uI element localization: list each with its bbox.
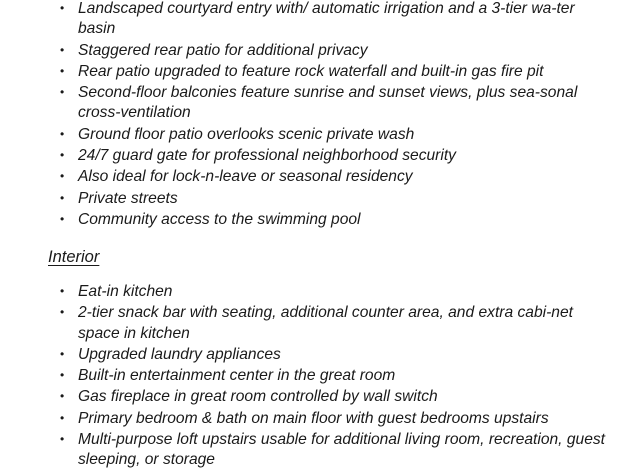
bullet-icon: • (60, 432, 65, 447)
list-item (60, 188, 608, 209)
bullet-icon: • (60, 169, 65, 184)
list-item-text: Ground floor patio overlooks scenic private wash (78, 125, 415, 143)
list-item (60, 124, 608, 145)
list-item (60, 145, 608, 166)
bullet-icon: • (60, 284, 65, 298)
bullet-icon: • (60, 85, 65, 100)
list-item-text: Community access to the swimming pool (78, 210, 361, 228)
list-item-text: Landscaped courtyard entry with/ automatic irrigation and a 3-tier wa-ter basin (78, 0, 575, 38)
bullet-icon: • (60, 389, 65, 404)
list-item (60, 429, 608, 471)
bullet-icon: • (60, 190, 65, 205)
list-item (60, 82, 608, 124)
list-item-text: Rear patio upgraded to feature rock waterfall and built-in gas fire pit (78, 62, 544, 80)
list-item-text: Second-floor balconies feature sunrise and sunset views, plus sea-sonal cross-ventilation (78, 84, 578, 122)
bullet-icon: • (60, 346, 65, 361)
list-item-text: Private streets (78, 189, 178, 207)
list-item (60, 209, 608, 230)
bullet-icon: • (60, 410, 65, 425)
list-item (60, 40, 608, 61)
bullet-icon: • (60, 42, 65, 57)
list-item (60, 61, 608, 82)
bullet-icon: • (60, 368, 65, 383)
exterior-feature-list (60, 0, 608, 230)
list-item-text: Primary bedroom & bath on main floor with guest bedrooms upstairs (78, 409, 549, 427)
list-item-text: Eat-in kitchen (78, 283, 173, 300)
list-item-text: Upgraded laundry appliances (78, 345, 281, 363)
list-item-text: Built-in entertainment center in the great room (78, 367, 396, 385)
list-item-text: 24/7 guard gate for professional neighborhood security (78, 147, 456, 165)
bullet-icon: • (60, 63, 65, 78)
bullet-icon: • (60, 126, 65, 141)
section-heading-interior: Interior (48, 248, 100, 266)
bullet-icon: • (60, 211, 65, 226)
list-item (60, 344, 608, 365)
list-item-text: Gas fireplace in great room controlled by wall switch (78, 388, 438, 406)
bullet-icon: • (60, 1, 65, 15)
list-item (60, 302, 608, 344)
list-item (60, 365, 608, 386)
list-item-text: Also ideal for lock-n-leave or seasonal residency (78, 168, 413, 186)
list-item (60, 281, 608, 302)
list-item (60, 0, 608, 40)
list-item (60, 408, 608, 429)
bullet-icon: • (60, 148, 65, 163)
list-item (60, 166, 608, 187)
bullet-icon: • (60, 305, 65, 320)
list-item (60, 386, 608, 407)
list-item-text: Staggered rear patio for additional privacy (78, 41, 368, 59)
list-item-text: Multi-purpose loft upstairs usable for additional living room, recreation, guest sleeping, or storage (78, 431, 605, 469)
interior-feature-list (60, 281, 608, 471)
list-item-text: 2-tier snack bar with seating, additional counter area, and extra cabi-net space in kitchen (78, 304, 573, 342)
